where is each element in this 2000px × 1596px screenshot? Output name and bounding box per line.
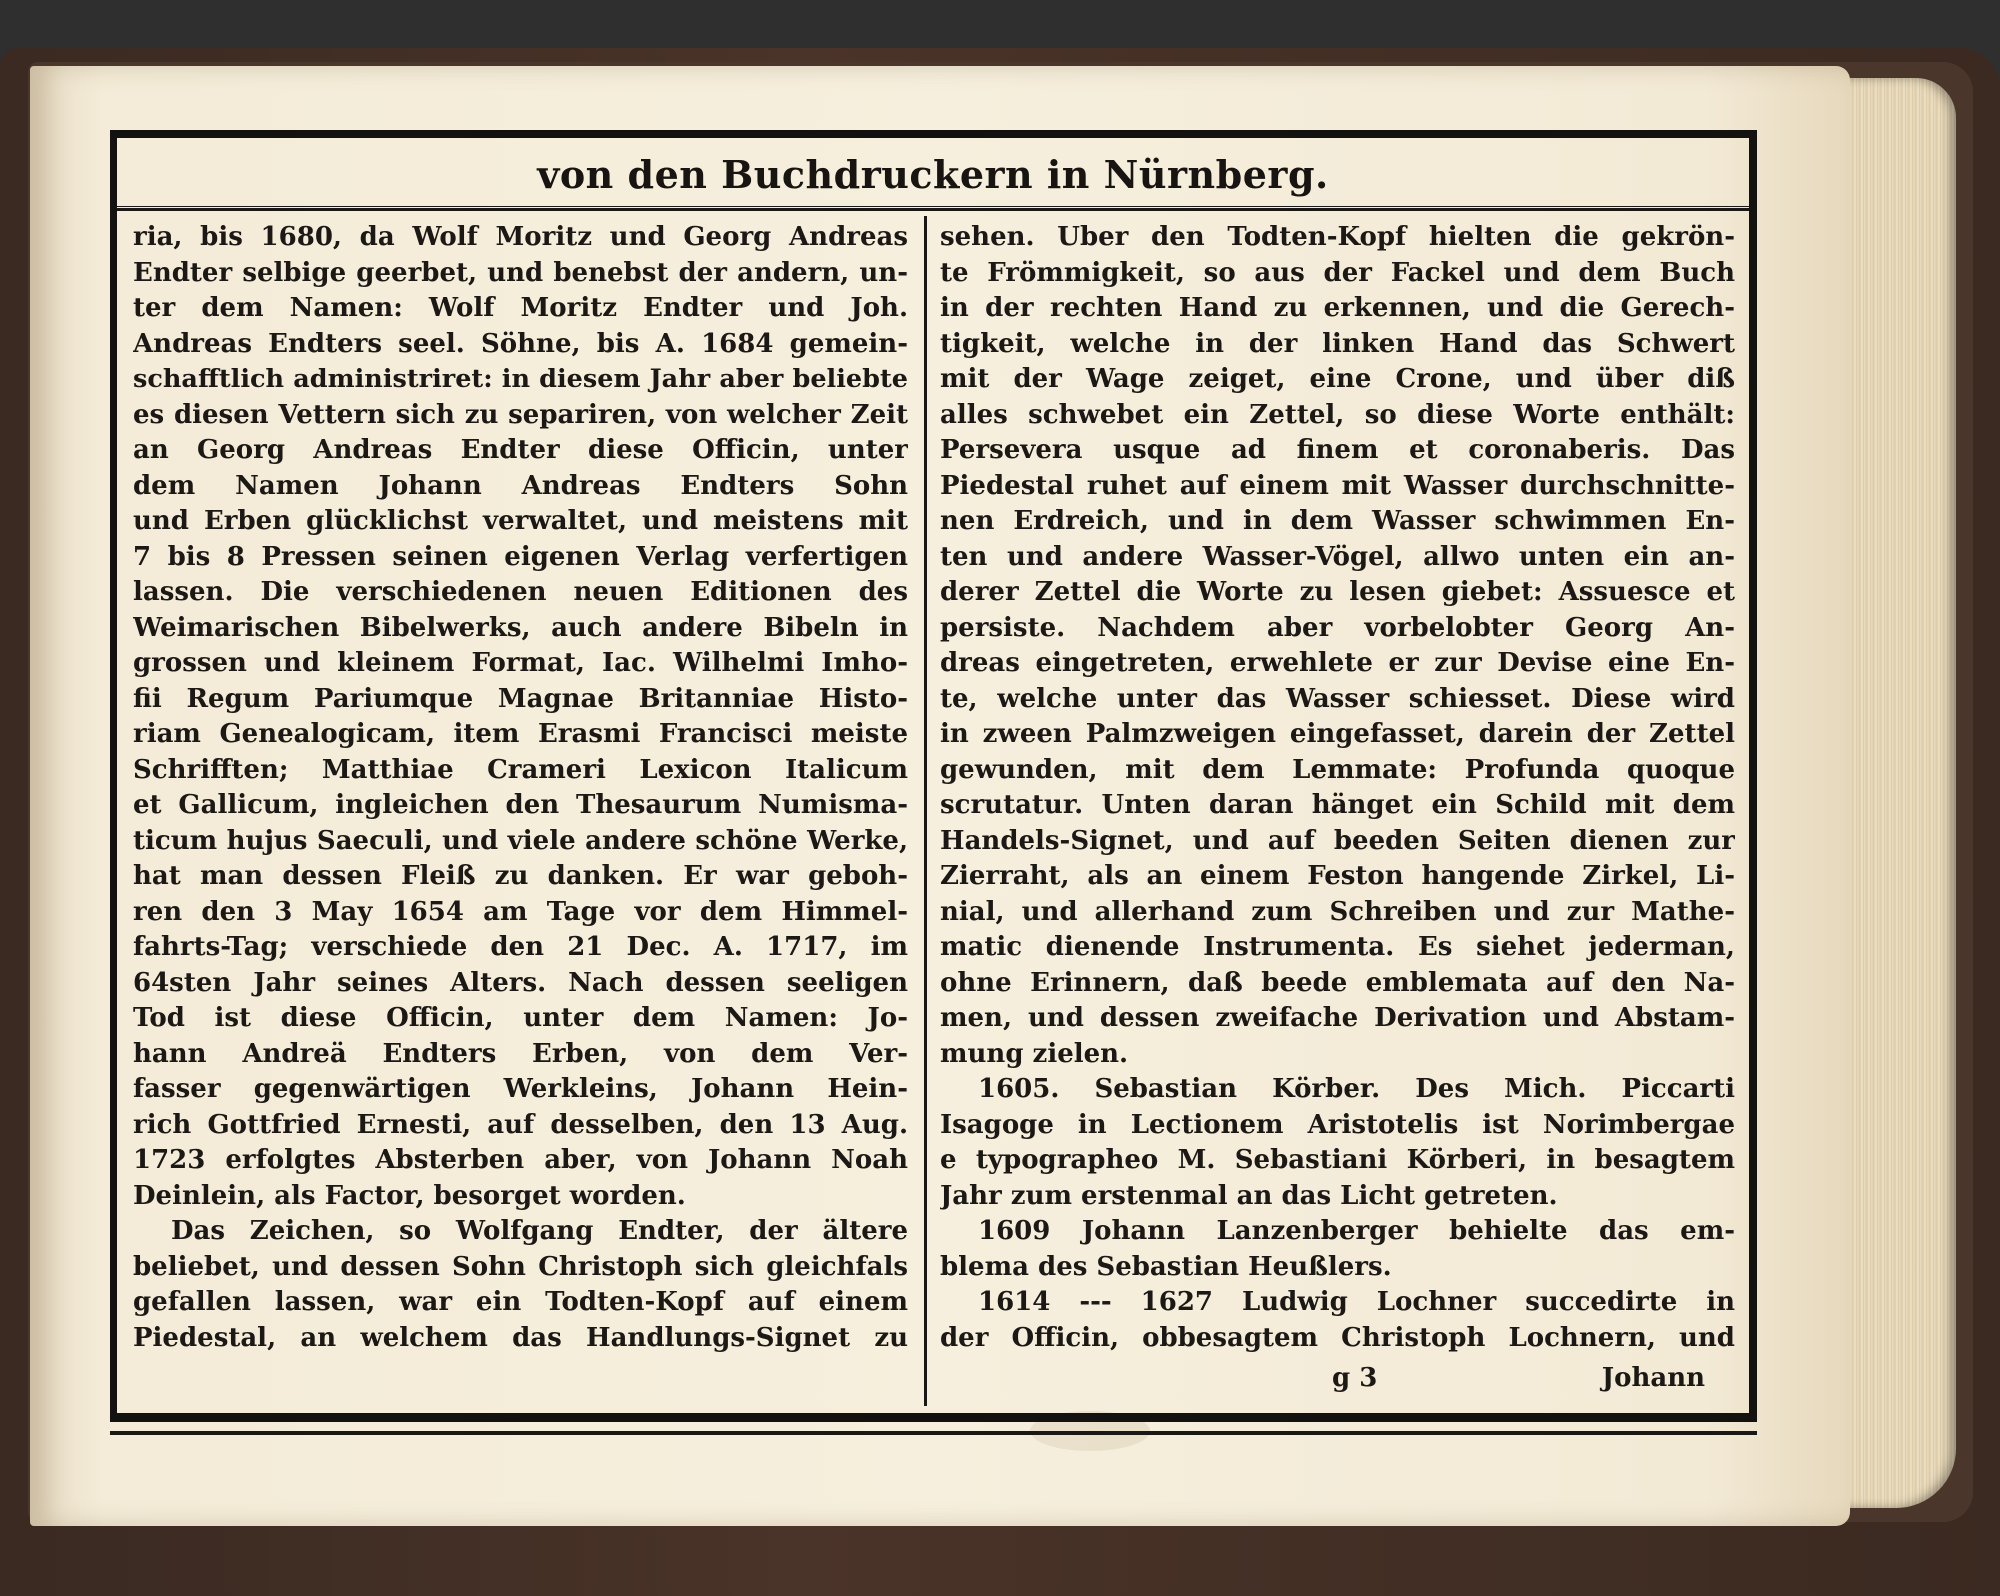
text-line: mung zielen. — [940, 1038, 1129, 1069]
text-line: hat man dessen Fleiß zu danken. Er war geboh- — [133, 861, 908, 891]
text-line: derer Zettel die Worte zu lesen giebet: Assuesce et — [940, 577, 1735, 607]
text-line: beliebet, und dessen Sohn Christoph sich gleichfals — [133, 1251, 908, 1282]
text-line: Handels-Signet, und auf beeden Seiten dienen zur — [940, 825, 1735, 856]
text-line: Deinlein, als Factor, besorget worden. — [133, 1180, 686, 1211]
text-line: der Officin, obbesagtem Christoph Lochnern, und — [940, 1322, 1735, 1353]
column-divider — [924, 216, 927, 1406]
text-line: ter dem Namen: Wolf Moritz Endter und Joh. — [133, 293, 908, 323]
text-line: ohne Erinnern, daß beede emblemata auf den Na- — [940, 967, 1735, 998]
text-line: Isagoge in Lectionem Aristotelis ist Norimbergae — [940, 1109, 1735, 1140]
text-line: und Erben glücklichst verwaltet, und meistens mit — [133, 506, 908, 536]
text-line: Piedestal, an welchem das Handlungs-Signet zu — [133, 1322, 908, 1353]
text-line: blema des Sebastian Heußlers. — [940, 1251, 1392, 1282]
text-line: grossen und kleinem Format, Iac. Wilhelmi Imho- — [133, 648, 908, 678]
text-line: fii Regum Pariumque Magnae Britanniae Histo- — [133, 683, 908, 714]
signature-mark: g 3 — [1332, 1363, 1378, 1393]
text-line: Zierraht, als an einem Feston hangende Zirkel, Li- — [940, 861, 1735, 891]
text-line: 7 bis 8 Pressen seinen eigenen Verlag verfertigen — [133, 541, 908, 572]
text-line: in der rechten Hand zu erkennen, und die Gerech- — [940, 293, 1735, 323]
text-line: persiste. Nachdem aber vorbelobter Georg An- — [940, 612, 1735, 643]
right-column — [940, 220, 1735, 1400]
text-line: ten und andere Wasser-Vögel, allwo unten ein an- — [940, 541, 1735, 572]
text-line: nial, und allerhand zum Schreiben und zur Mathe- — [940, 896, 1735, 927]
text-line: 1605. Sebastian Körber. Des Mich. Piccarti — [978, 1074, 1735, 1104]
page-footer — [940, 1363, 1735, 1399]
text-frame — [110, 130, 1757, 1422]
text-line: Schrifften; Matthiae Crameri Lexicon Italicum — [133, 754, 908, 785]
left-column — [133, 220, 908, 1400]
text-line: Persevera usque ad finem et coronaberis. Das — [940, 435, 1735, 465]
text-line: fasser gegenwärtigen Werkleins, Johann Hein- — [133, 1074, 908, 1104]
text-line: e typographeo M. Sebastiani Körberi, in besagtem — [940, 1145, 1735, 1175]
text-line: sehen. Uber den Todten-Kopf hielten die gekrön- — [940, 222, 1735, 252]
text-line: 1609 Johann Lanzenberger behielte das em- — [978, 1216, 1735, 1246]
catchword: Johann — [1601, 1363, 1705, 1393]
text-line: mit der Wage zeiget, eine Crone, und über diß — [940, 364, 1735, 394]
text-line: gewunden, mit dem Lemmate: Profunda quoque — [940, 754, 1735, 785]
text-line: nen Erdreich, und in dem Wasser schwimmen En- — [940, 506, 1735, 536]
page-edges — [1836, 78, 1956, 1508]
text-line: ren den 3 May 1654 am Tage vor dem Himmel- — [133, 896, 908, 927]
text-line: matic dienende Instrumenta. Es siehet jederman, — [940, 932, 1735, 962]
text-line: 64sten Jahr seines Alters. Nach dessen seeligen — [133, 967, 908, 998]
text-line: hann Andreä Endters Erben, von dem Ver- — [133, 1038, 908, 1069]
text-line: dem Namen Johann Andreas Endters Sohn — [133, 470, 908, 501]
text-line: riam Genealogicam, item Erasmi Francisci meiste — [133, 719, 908, 749]
text-line: te, welche unter das Wasser schiesset. Diese wird — [940, 683, 1735, 714]
text-line: schafftlich administriret: in diesem Jahr aber beliebte — [133, 364, 908, 394]
text-line: lassen. Die verschiedenen neuen Editionen des — [133, 577, 908, 607]
text-line: tigkeit, welche in der linken Hand das Schwert — [940, 328, 1735, 359]
text-line: dreas eingetreten, erwehlete er zur Devise eine En- — [940, 648, 1735, 678]
text-line: gefallen lassen, war ein Todten-Kopf auf einem — [133, 1287, 908, 1317]
text-line: et Gallicum, ingleichen den Thesaurum Numisma- — [133, 790, 908, 820]
text-line: an Georg Andreas Endter diese Officin, unter — [133, 435, 908, 465]
running-head: von den Buchdruckern in Nürnberg. — [537, 152, 1329, 197]
text-line: Das Zeichen, so Wolfgang Endter, der ältere — [171, 1216, 908, 1246]
text-line: rich Gottfried Ernesti, auf desselben, den 13 Aug. — [133, 1109, 908, 1140]
text-line: Jahr zum erstenmal an das Licht getreten. — [940, 1180, 1558, 1211]
text-line: te Frömmigkeit, so aus der Fackel und dem Buch — [940, 257, 1735, 288]
text-line: men, und dessen zweifache Derivation und Abstam- — [940, 1003, 1735, 1033]
text-line: Andreas Endters seel. Söhne, bis A. 1684 gemein- — [133, 328, 908, 359]
text-line: Weimarischen Bibelwerks, auch andere Bibeln in — [133, 612, 908, 643]
text-line: 1723 erfolgtes Absterben aber, von Johann Noah — [133, 1145, 908, 1175]
text-line: in zween Palmzweigen eingefasset, darein der Zettel — [940, 719, 1735, 749]
text-line: alles schwebet ein Zettel, so diese Worte enthält: — [940, 399, 1735, 430]
text-line: Tod ist diese Officin, unter dem Namen: Jo- — [133, 1003, 908, 1033]
text-line: fahrts-Tag; verschiede den 21 Dec. A. 1717, im — [133, 932, 908, 962]
text-line: scrutatur. Unten daran hänget ein Schild mit dem — [940, 790, 1735, 820]
text-line: 1614 --- 1627 Ludwig Lochner succedirte in — [978, 1287, 1735, 1317]
text-line: es diesen Vettern sich zu separiren, von welcher Zeit — [133, 399, 908, 430]
head-rule — [117, 206, 1749, 211]
text-line: Endter selbige geerbet, und benebst der andern, un- — [133, 257, 908, 288]
text-line: ticum hujus Saeculi, und viele andere schöne Werke, — [133, 825, 908, 856]
text-line: Piedestal ruhet auf einem mit Wasser durchschnitte- — [940, 470, 1735, 501]
text-line: ria, bis 1680, da Wolf Moritz und Georg Andreas — [133, 222, 908, 252]
